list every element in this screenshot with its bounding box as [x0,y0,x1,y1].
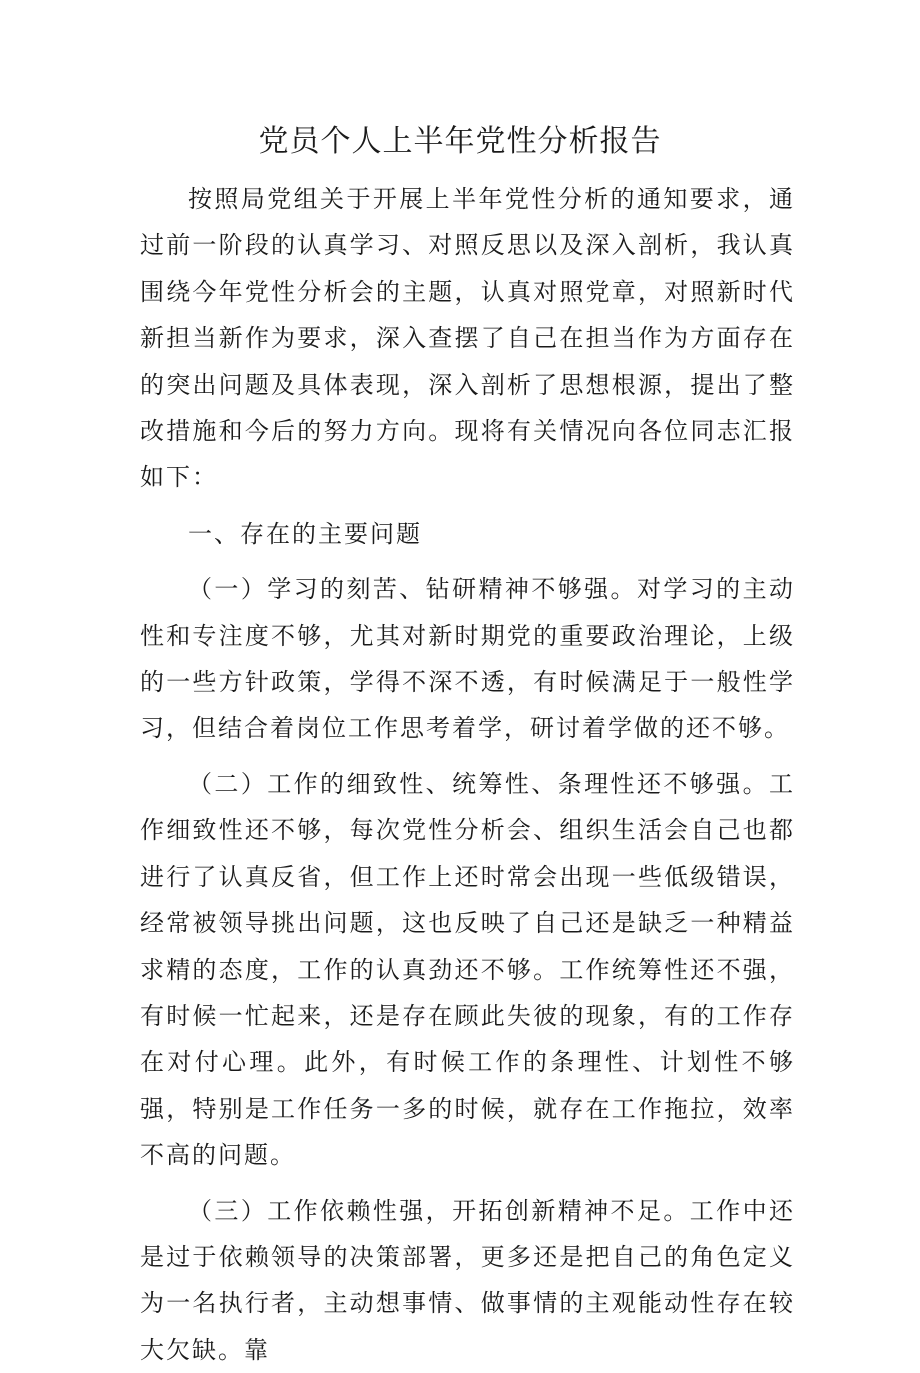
intro-paragraph: 按照局党组关于开展上半年党性分析的通知要求，通过前一阶段的认真学习、对照反思以及深入剖析，我认真围绕今年党性分析会的主题，认真对照党章，对照新时代新担当新作为要求，深入查摆了自己在担当作为方面存在的突出问题及具体表现，深入剖析了思想根源，提出了整改措施和今后的努力方向。现将有关情况向各位同志汇报如下： [140,185,795,492]
problem-paragraph-1: （一）学习的刻苦、钻研精神不够强。对学习的主动性和专注度不够，尤其对新时期党的重要政治理论，上级的一些方针政策，学得不深不透，有时候满足于一般性学习，但结合着岗位工作思考着学，研讨着学做的还不够。 [140,575,795,743]
document-title: 党员个人上半年党性分析报告 [258,124,662,159]
document-body [140,176,795,1373]
problem-paragraph-2: （二）工作的细致性、统筹性、条理性还不够强。工作细致性还不够，每次党性分析会、组织生活会自己也都进行了认真反省，但工作上还时常会出现一些低级错误，经常被领导挑出问题，这也反映了自己还是缺乏一种精益求精的态度，工作的认真劲还不够。工作统筹性还不强，有时候一忙起来，还是存在顾此失彼的现象，有的工作存在对付心理。此外，有时候工作的条理性、计划性不够强，特别是工作任务一多的时候，就存在工作拖拉，效率不高的问题。 [140,769,795,1170]
section-heading: 一、存在的主要问题 [188,519,422,548]
problem-paragraph-3: （三）工作依赖性强，开拓创新精神不足。工作中还是过于依赖领导的决策部署，更多还是把自己的角色定义为一名执行者，主动想事情、做事情的主观能动性存在较大欠缺。靠 [140,1196,795,1364]
